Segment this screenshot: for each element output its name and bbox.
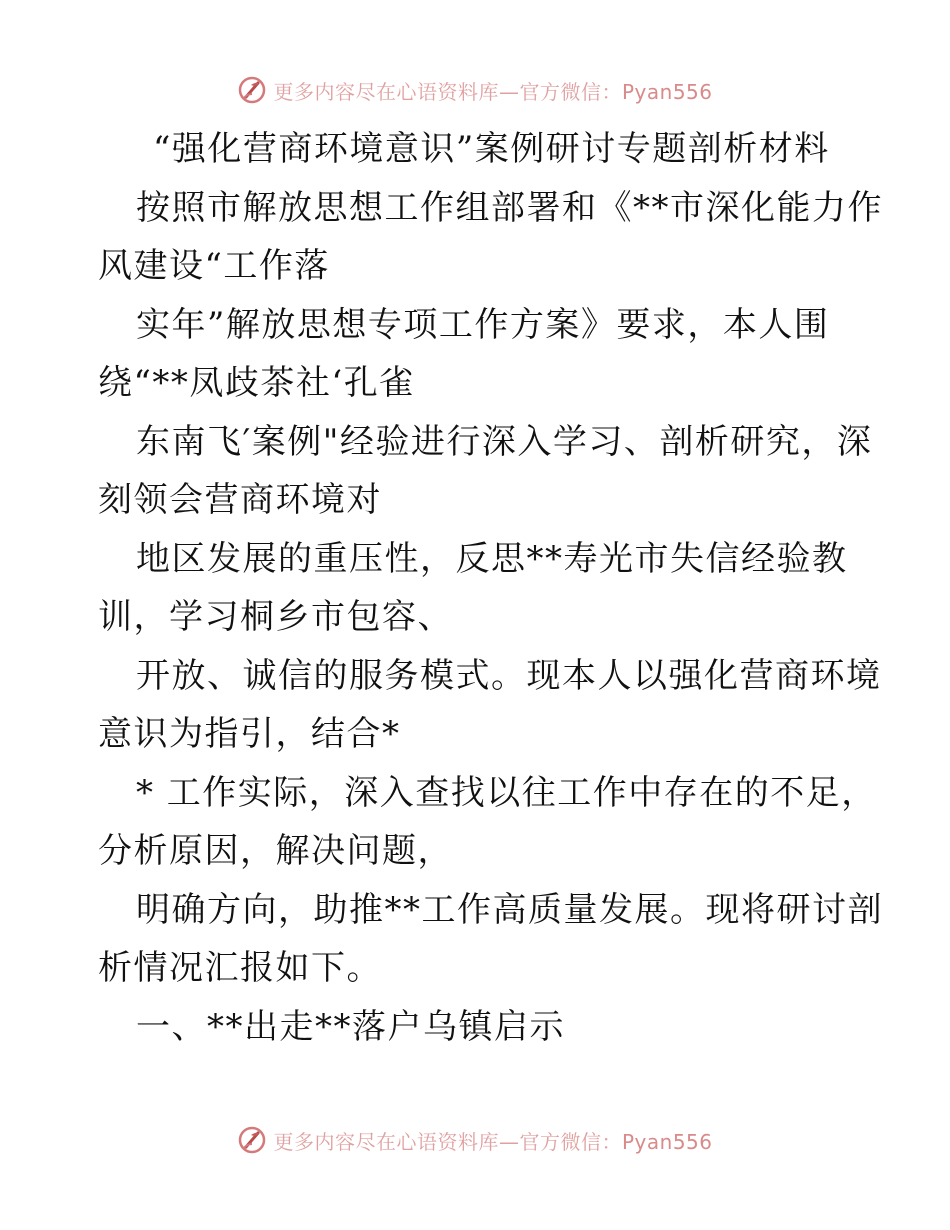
paragraph-line: 实年”解放思想专项工作方案》要求，本人围 [136, 304, 830, 345]
paragraph-line: 分析原因，解决问题， [98, 831, 453, 871]
watermark-text: 更多内容尽在心语资料库—官方微信：Pyan556 [273, 79, 713, 104]
paragraph-line: * 工作实际，深入查找以往工作中存在的不足， [136, 772, 877, 813]
paragraph-line: 析情况汇报如下。 [98, 948, 382, 988]
watermark-handle: Pyan556 [621, 1129, 713, 1154]
watermark-header [0, 70, 950, 110]
quill-logo-icon [237, 75, 267, 105]
paragraph-line: 训，学习桐乡市包容、 [98, 597, 453, 637]
paragraph-line: 绕“**凤歧茶社‘孔雀 [98, 363, 415, 403]
paragraph-line: 刻领会营商环境对 [98, 480, 382, 520]
watermark-footer [0, 1120, 950, 1160]
quill-logo-icon [237, 1125, 267, 1155]
paragraph-line: 意识为指引，结合* [98, 714, 401, 754]
section-heading: 一、**出走**落户乌镇启示 [136, 1006, 565, 1047]
paragraph-line: 开放、诚信的服务模式。现本人以强化营商环境 [136, 655, 882, 696]
document-title: “强化营商环境意识”案例研讨专题剖析材料 [153, 129, 830, 169]
paragraph-line: 按照市解放思想工作组部署和《**市深化能力作 [136, 187, 883, 228]
watermark-handle: Pyan556 [621, 79, 713, 104]
paragraph-line: 明确方向，助推**工作高质量发展。现将研讨剖 [136, 889, 883, 930]
document-body [98, 120, 883, 1056]
paragraph-line: 地区发展的重压性，反思**寿光市失信经验教 [136, 538, 848, 579]
paragraph-line: 风建设“工作落 [98, 246, 330, 286]
watermark-text: 更多内容尽在心语资料库—官方微信：Pyan556 [273, 1129, 713, 1154]
paragraph-line: 东南飞′案例"经验进行深入学习、剖析研究，深 [136, 421, 873, 462]
